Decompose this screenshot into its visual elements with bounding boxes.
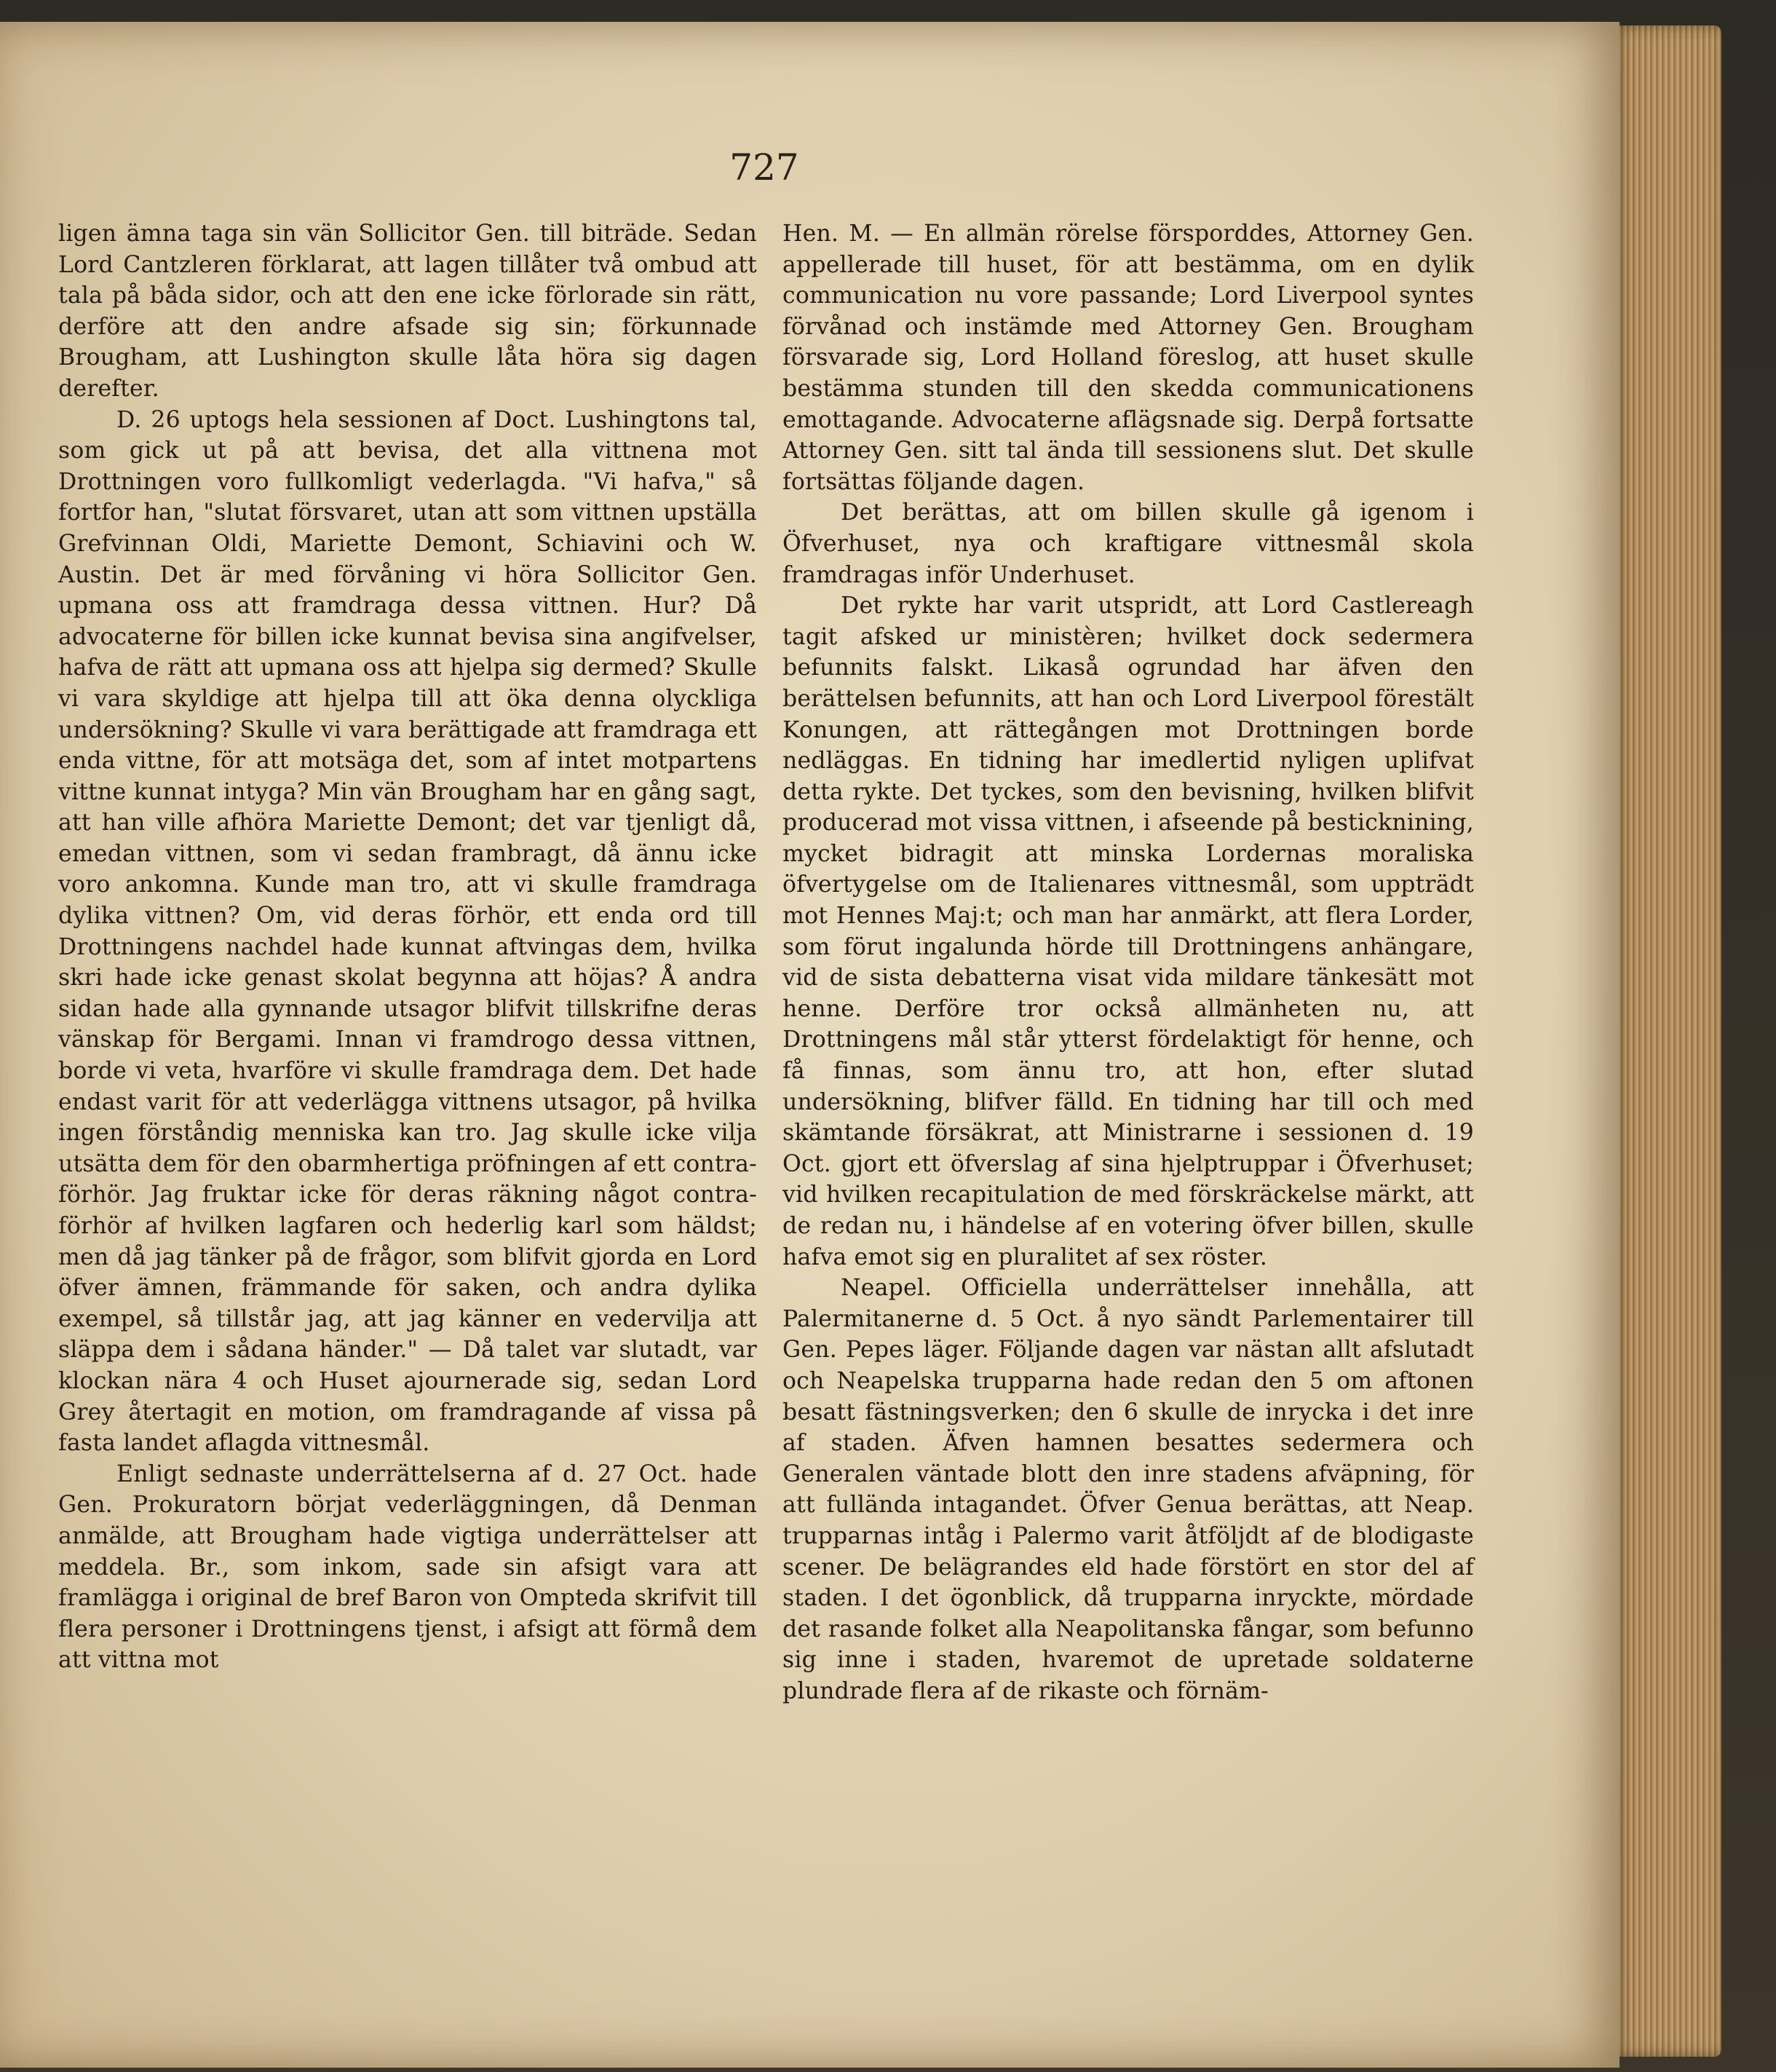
paragraph: Det berättas, att om billen skulle gå igenom i Öfverhuset, nya och kraftigare vittnesmål skola framdragas inför Underhuset.: [782, 499, 1474, 588]
right-column: [782, 218, 1474, 1707]
paragraph: Enligt sednaste underrättelserna af d. 27 Oct. hade Gen. Prokuratorn börjat vederläggningen, då Denman anmälde, att Brougham hade vigtiga underrättelser att meddela. Br., som inkom, sade sin afsigt vara att framlägga i original de bref Baron von Ompteda skrifvit till flera personer i Drottningens tjenst, i afsigt att förmå dem att vittna mot: [58, 1460, 757, 1674]
paragraph: Hen. M. — En allmän rörelse försporddes, Attorney Gen. appellerade till huset, för att bestämma, om en dylik communication nu vore passande; Lord Liverpool syntes förvånad och instämde med Attorney Gen. Brougham försvarade sig, Lord Holland föreslog, att huset skulle bestämma stunden till den skedda communicationens emottagande. Advocaterne aflägsnade sig. Derpå fortsatte Attorney Gen. sitt tal ända till sessionens slut. Det skulle fortsättas följande dagen.: [782, 221, 1474, 495]
page-number: 727: [729, 146, 799, 189]
paragraph: Neapel. Officiella underrättelser innehålla, att Palermitanerne d. 5 Oct. å nyo sändt Parlementairer till Gen. Pepes läger. Följande dagen var nästan allt afslutadt och Neapelska trupparna hade redan den 5 om aftonen besatt fästningsverken; den 6 skulle de inrycka i det inre af staden. Äfven hamnen besattes sedermera och Generalen väntade blott den inre stadens afväpning, för att fullända intagandet. Öfver Genua berättas, att Neap. trupparnas intåg i Palermo varit åtföljdt af de blodigaste scener. De belägrandes eld hade förstört en stor del af staden. I det ögonblick, då trupparna inryckte, mördade det rasande folket alla Neapolitanska fångar, som befunno sig inne i staden, hvaremot de upretade soldaterne plundrade flera af de rikaste och förnäm-: [782, 1275, 1474, 1704]
paragraph: Det rykte har varit utspridt, att Lord Castlereagh tagit afsked ur ministèren; hvilket dock sedermera befunnits falskt. Likaså ogrundad har äfven den berättelsen befunnits, att han och Lord Liverpool förestält Konungen, att rättegången mot Drottningen borde nedläggas. En tidning har imedlertid nyligen uplifvat detta rykte. Det tyckes, som den bevisning, hvilken blifvit producerad mot vissa vittnen, i afseende på besticknining, mycket bidragit att minska Lordernas moraliska öfvertygelse om de Italienares vittnesmål, som uppträdt mot Hennes Maj:t; och man har anmärkt, att flera Lorder, som förut ingalunda hörde till Drottningens anhängare, vid de sista debatterna visat vida mildare tänkesätt mot henne. Derföre tror också allmänheten nu, att Drottningens mål står ytterst fördelaktigt för henne, och få finnas, som ännu tro, att hon, efter slutad undersökning, blifver fälld. En tidning har till och med skämtande försäkrat, att Ministrarne i sessionen d. 19 Oct. gjort ett öfverslag af sina hjelptruppar i Öfverhuset; vid hvilken recapitulation de med förskräckelse märkt, att de redan nu, i händelse af en votering öfver billen, skulle hafva emot sig en pluralitet af sex röster.: [782, 593, 1474, 1270]
left-column: [58, 218, 757, 1676]
paragraph: D. 26 uptogs hela sessionen af Doct. Lushingtons tal, som gick ut på att bevisa, det alla vittnena mot Drottningen voro fullkomligt vederlagda. "Vi hafva," så fortfor han, "slutat försvaret, utan att som vittnen upställa Grefvinnan Oldi, Mariette Demont, Schiavini och W. Austin. Det är med förvåning vi höra Sollicitor Gen. upmana oss att framdraga dessa vittnen. Hur? Då advocaterne för billen icke kunnat bevisa sina angifvelser, hafva de rätt att upmana oss att hjelpa sig dermed? Skulle vi vara skyldige att hjelpa till att öka denna olyckliga undersökning? Skulle vi vara berättigade att framdraga ett enda vittne, för att motsäga det, som af intet motpartens vittne kunnat intyga? Min vän Brougham har en gång sagt, att han ville afhöra Mariette Demont; det var tjenligt då, emedan vittnen, som vi sedan frambragt, då ännu icke voro ankomna. Kunde man tro, att vi skulle framdraga dylika vittnen? Om, vid deras förhör, ett enda ord till Drottningens nachdel hade kunnat aftvingas dem, hvilka skri hade icke genast skolat begynna att höjas? Å andra sidan hade alla gynnande utsagor blifvit tillskrifne deras vänskap för Bergami. Innan vi framdrogo dessa vittnen, borde vi veta, hvarföre vi skulle framdraga dem. Det hade endast varit för att vederlägga vittnens utsagor, på hvilka ingen förståndig menniska kan tro. Jag skulle icke vilja utsätta dem för den obarmhertiga pröfningen af ett contra-förhör. Jag fruktar icke för deras räkning något contra-förhör af hvilken lagfaren och hederlig karl som häldst; men då jag tänker på de frågor, som blifvit gjorda en Lord öfver ämnen, främmande för saken, och andra dylika exempel, så tillstår jag, att jag känner en vedervilja att släppa dem i sådana händer." — Då talet var slutadt, var klockan nära 4 och Huset ajournerade sig, sedan Lord Grey återtagit en motion, om framdragande af vissa på fasta landet aflagda vittnesmål.: [58, 406, 757, 1457]
paragraph: ligen ämna taga sin vän Sollicitor Gen. till biträde. Sedan Lord Cantzleren förklarat, att lagen tillåter två ombud att tala på båda sidor, och att den ene icke förlorade sin rätt, derföre att den andre afsade sig sin; förkunnade Brougham, att Lushington skulle låta höra sig dagen derefter.: [58, 221, 757, 402]
book-page-edges: [1612, 25, 1721, 2057]
